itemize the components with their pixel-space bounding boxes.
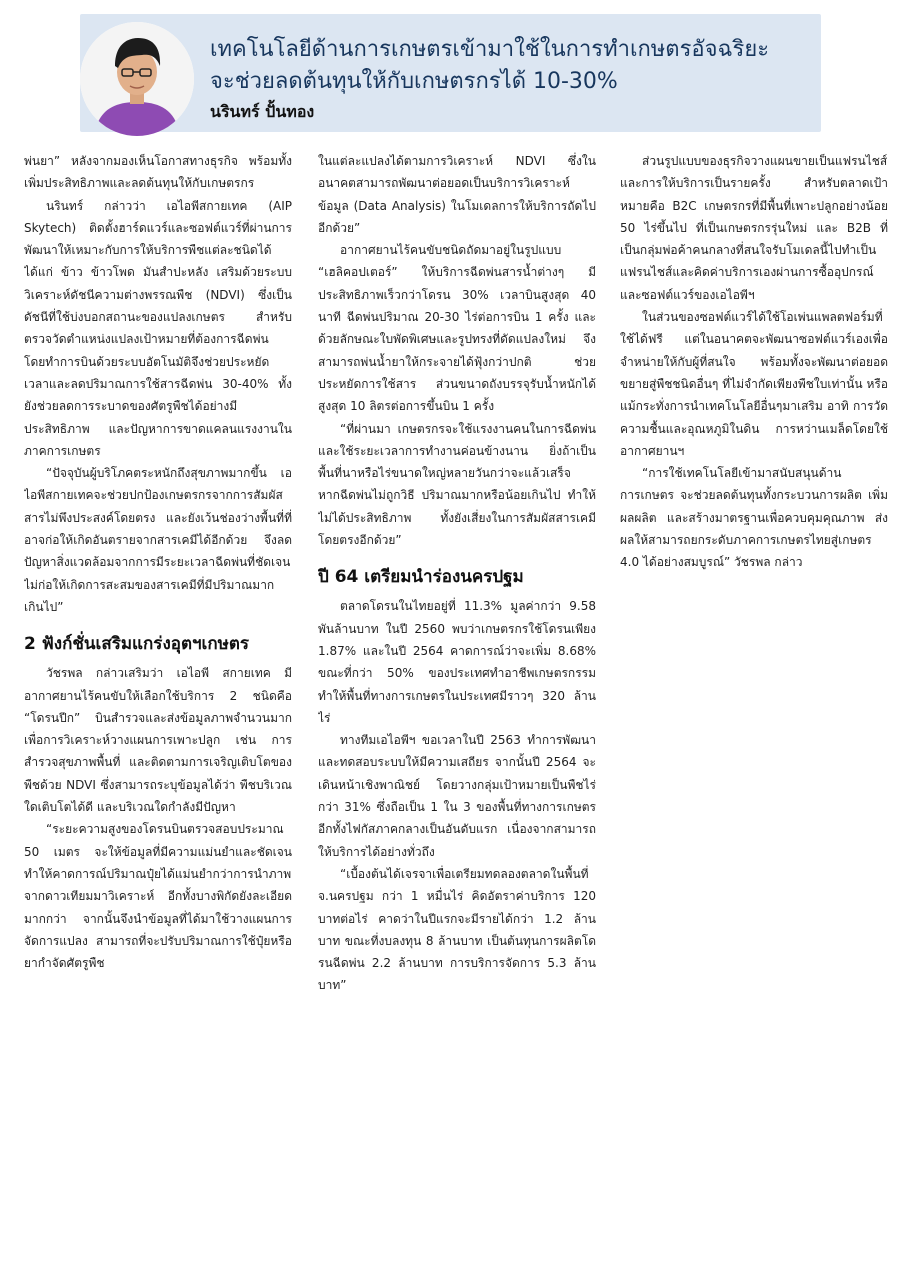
headline-line-1: เทคโนโลยีด้านการเกษตรเข้ามาใช้ในการทำเกษตรอัจฉริยะ (210, 37, 770, 62)
paragraph: ในแต่ละแปลงได้ตามการวิเคราะห์ NDVI ซึ่งในอนาคตสามารถพัฒนาต่อยอดเป็นบริการวิเคราะห์ข้อมูล (Data Analysis) ในโมเดลการให้บริการถัดไปอีกด้วย” (318, 154, 596, 235)
paragraph: ในส่วนของซอฟต์แวร์ได้ใช้โอเพ่นแพลตฟอร์มที่ใช้ได้ฟรี แต่ในอนาคตจะพัฒนาซอฟต์แวร์เองเพื่อจำหน่ายให้กับผู้ที่สนใจ พร้อมทั้งจะพัฒนาต่อยอดขยายสู่พืชชนิดอื่นๆ ที่ไม่จำกัดเพียงพืชใบเท่านั้น หรือแม้กระทั่งการนำเทคโนโลยีอื่นๆมาเสริม อาทิ การวัดความชื้นและอุณหภูมิในดิน การหว่านเมล็ดโดยใช้อากาศยานฯ (620, 310, 888, 458)
article-column-3 (620, 150, 888, 750)
section-heading: 2 ฟังก์ชั่นเสริมแกร่งอุตฯเกษตร (24, 634, 250, 655)
author-portrait-image (80, 22, 194, 136)
quote-paragraph: “เบื้องต้นได้เจรจาเพื่อเตรียมทดลองตลาดในพื้นที่ จ.นครปฐม กว่า 1 หมื่นไร่ คิดอัตราค่าบริการ 120 บาทต่อไร่ คาดว่าในปีแรกจะมีรายได้กว่า 1.2 ล้านบาท ขณะที่งบลงทุน 8 ล้านบาท เป็นต้นทุนการผลิตโดรนฉีดพ่น 2.2 ล้านบาท การบริการจัดการ 5.3 ล้านบาท” (318, 866, 596, 993)
paragraph: ตลาดโดรนในไทยอยู่ที่ 11.3% มูลค่ากว่า 9.58 พันล้านบาท ในปี 2560 พบว่าเกษตรกรใช้โดรนเพียง 1.87% และในปี 2564 คาดการณ์ว่าจะเพิ่ม 8.68% ขณะที่กว่า 50% ของประเทศทำอาชีพเกษตรกรรม ทำให้พื้นที่ทางการเกษตรในประเทศมีราวๆ 320 ล้านไร่ (318, 599, 596, 725)
paragraph: พ่นยา” หลังจากมองเห็นโอกาสทางธุรกิจ พร้อมทั้งเพิ่มประสิทธิภาพและลดต้นทุนให้กับเกษตรกร (24, 154, 292, 191)
author-photo (80, 22, 194, 136)
article-headline (210, 34, 810, 98)
headline-line-2: จะช่วยลดต้นทุนให้กับเกษตรกรได้ 10-30% (210, 69, 618, 94)
quote-paragraph: “ปัจจุบันผู้บริโภคตระหนักถึงสุขภาพมากขึ้น เอไอพีสกายเทคจะช่วยปกป้องเกษตรกรจากการสัมผัสสารไม่พึงประสงค์โดยตรง และยังเว้นช่องว่างพื้นที่ที่อาจก่อให้เกิดอันตรายจากสารเคมีได้อีกด้วย จึงลดปัญหาสิ่งแวดล้อมจากการมีระยะเวลาฉีดพ่นที่ชัดเจน ไม่ก่อให้เกิดการสะสมของสารเคมีที่มีปริมาณมากเกินไป” (24, 466, 292, 614)
paragraph: วัชรพล กล่าวเสริมว่า เอไอพี สกายเทค มีอากาศยานไร้คนขับให้เลือกใช้บริการ 2 ชนิดคือ “โดรนปีก” บินสำรวจและส่งข้อมูลภาพจำนวนมากเพื่อการวิเคราะห์วางแผนการเพาะปลูก เช่น การสำรวจสุขภาพพื้นที่ และติดตามการเจริญเติบโตของพืชด้วย NDVI ซึ่งสามารถระบุข้อมูลได้ว่า พืชบริเวณใดเติบโตได้ดี และบริเวณใดกำลังมีปัญหา (24, 666, 292, 815)
article-column-1 (24, 150, 292, 1260)
author-byline: นรินทร์ ปั้นทอง (210, 102, 315, 121)
article-column-2 (318, 150, 596, 1260)
paragraph: ทางทีมเอไอพีฯ ขอเวลาในปี 2563 ทำการพัฒนาและทดสอบระบบให้มีความเสถียร จากนั้นปี 2564 จะเดินหน้าเชิงพาณิชย์ โดยวางกลุ่มเป้าหมายเป็นพืชไร่กว่า 31% ซึ่งถือเป็น 1 ใน 3 ของพื้นที่ทางการเกษตร อีกทั้งไฟกัสภาคกลางเป็นอันดับแรก เนื่องจากสามารถให้บริการได้อย่างทั่วถึง (318, 733, 596, 859)
quote-paragraph: “การใช้เทคโนโลยีเข้ามาสนับสนุนด้านการเกษตร จะช่วยลดต้นทุนทั้งกระบวนการผลิต เพิ่มผลผลิต และสร้างมาตรฐานเพื่อควบคุมคุณภาพ ส่งผลให้สามารถยกระดับภาคการเกษตรไทยสู่เกษตร 4.0 ได้อย่างสมบูรณ์” วัชรพล กล่าว (620, 466, 888, 570)
paragraph: นรินทร์ กล่าวว่า เอไอพีสกายเทค (AIP Skytech) ติดตั้งฮาร์ดแวร์และซอฟต์แวร์ที่ผ่านการพัฒนาให้เหมาะกับการให้บริการพืชแต่ละชนิดได้ ได้แก่ ข้าว ข้าวโพด มันสำปะหลัง เสริมด้วยระบบวิเคราะห์ดัชนีความต่างพรรณพืช (NDVI) ซึ่งเป็นดัชนีที่ใช้บ่งบอกสถานะของแปลงเกษตร สำหรับตรวจวัดตำแหน่งแปลงเป้าหมายที่ต้องการฉีดพ่น โดยทำการบินด้วยระบบอัตโนมัติจึงช่วยประหยัดเวลาและลดปริมาณการใช้สารฉีดพ่น 30-40% ทั้งยังช่วยลดการระบาดของศัตรูพืชได้อย่างมีประสิทธิภาพ และปัญหาการขาดแคลนแรงงานในภาคการเกษตร (24, 198, 292, 458)
paragraph: ส่วนรูปแบบของธุรกิจวางแผนขายเป็นแฟรนไชส์ และการให้บริการเป็นรายครั้ง สำหรับตลาดเป้าหมายคือ B2C เกษตรกรที่มีพื้นที่เพาะปลูกอย่างน้อย 50 ไร่ขึ้นไป ที่เป็นเกษตรกรรุ่นใหม่ และ B2B ที่เป็นกลุ่มพ่อค้าคนกลางที่สนใจรับโมเดลนี้ไปทำเป็นแฟรนไชส์และคิดค่าบริการเองผ่านการซื้ออุปกรณ์และซอฟต์แวร์ของเอไอพีฯ (620, 154, 888, 302)
paragraph: อากาศยานไร้คนขับชนิดถัดมาอยู่ในรูปแบบ “เฮลิคอปเตอร์” ให้บริการฉีดพ่นสารน้ำต่างๆ มีประสิทธิภาพเร็วกว่าโดรน 30% เวลาบินสูงสุด 40 นาที ฉีดพ่นปริมาณ 20-30 ไร่ต่อการบิน 1 ครั้ง และด้วยลักษณะใบพัดพิเศษและรูปทรงที่ดัดแปลงใหม่ จึงสามารถพ่นน้ำยาให้กระจายได้ฟุ้งกว่าปกติ ช่วยประหยัดการใช้สาร ส่วนขนาดถังบรรจุรับน้ำหนักได้สูงสุด 10 ลิตรต่อการขึ้นบิน 1 ครั้ง (318, 243, 596, 414)
quote-paragraph: “ที่ผ่านมา เกษตรกรจะใช้แรงงานคนในการฉีดพ่นและใช้ระยะเวลาการทำงานค่อนข้างนาน ยิ่งถ้าเป็นพื้นที่นาหรือไร่ขนาดใหญ่หลายวันกว่าจะแล้วเสร็จ หากฉีดพ่นไม่ถูกวิธี ปริมาณมากหรือน้อยเกินไป ทำให้ไม่ได้ประสิทธิภาพ ทั้งยังเสี่ยงในการสัมผัสสารเคมีโดยตรงอีกด้วย” (318, 421, 596, 548)
quote-paragraph: “ระยะความสูงของโดรนบินตรวจสอบประมาณ 50 เมตร จะให้ข้อมูลที่มีความแม่นยำและชัดเจน ทำให้คาดการณ์ปริมาณปุ๋ยได้แม่นยำกว่าการนำภาพจากดาวเทียมมาวิเคราะห์ อีกทั้งบางพิกัดยังละเอียดมากกว่า จากนั้นจึงนำข้อมูลที่ได้มาใช้วางแผนการจัดการแปลง สามารถที่จะปรับปริมาณการใช้ปุ๋ยหรือยากำจัดศัตรูพืช (24, 822, 292, 971)
section-heading: ปี 64 เตรียมนำร่องนครปฐม (318, 567, 524, 588)
